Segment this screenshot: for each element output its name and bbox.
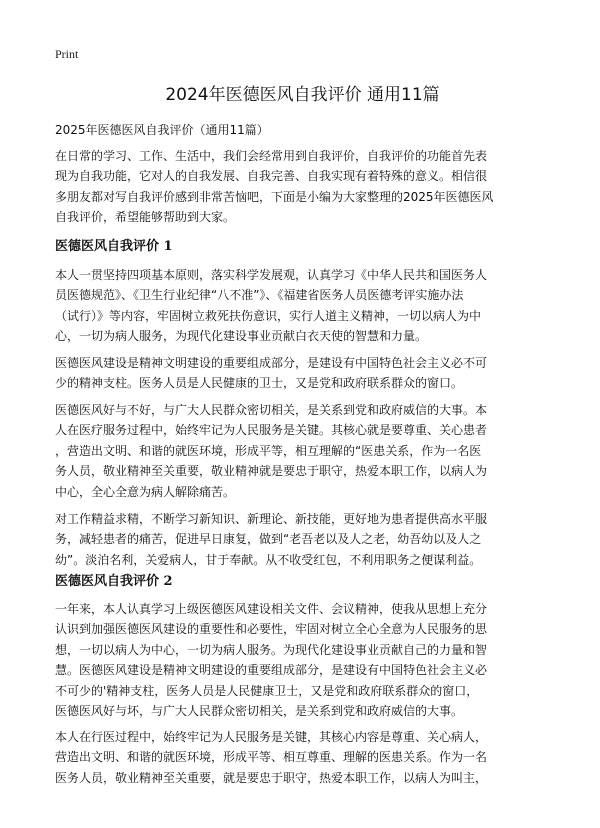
- section2-paragraph-1: [55, 599, 550, 721]
- text-line: 医德医风好与不好，与广大人民群众密切相关，是关系到党和政府威信的大事。本: [55, 403, 488, 417]
- section1-paragraph-1: [55, 265, 550, 347]
- text-line: 一年来，本人认真学习上级医德医风建设相关文件、会议精神，使我从思想上充分: [55, 602, 488, 616]
- text-line: 务人员，敬业精神至关重要，敬业精神就是要忠于职守，热爱本职工作，以病人为: [55, 464, 488, 479]
- text-line: 务，减轻患者的痛苦，促进早日康复，做到“老吾老以及人之老，幼吾幼以及人之: [55, 532, 482, 547]
- text-line: 心，一切为病人服务，为现代化建设事业贡献白衣天使的智慧和力量。: [55, 329, 428, 344]
- text-line: 员医德规范》、《卫生行业纪律“八不准”》、《福建省医务人员医德考评实施办法: [55, 288, 464, 303]
- text-line: 现为自我功能，它对人的自我发展、自我完善、自我实现有着特殊的意义。相信很: [55, 169, 488, 184]
- section1-paragraph-4: [55, 509, 550, 570]
- text-line: ，营造出文明、和谐的就医环境，形成平等，相互理解的“医患关系，作为一名医: [55, 443, 482, 458]
- text-line: 慧。医德医风建设是精神文明建设的重要组成部分，是建设有中国特色社会主义必: [55, 663, 488, 678]
- text-line: 自我评价，希望能够帮助到大家。: [55, 210, 236, 225]
- text-line: 多朋友都对写自我评价感到非常苦恼吧，下面是小编为大家整理的2025年医德医风: [55, 189, 494, 204]
- text-line: 本人在行医过程中，始终牢记为人民服务是关键，其核心内容是尊重、关心病人，: [55, 730, 488, 744]
- text-line: 认识到加强医德医风建设的重要性和必要性，牢固对树立全心全意为人民服务的思: [55, 622, 488, 637]
- section1-paragraph-3: [55, 400, 550, 502]
- text-line: 人在医疗服务过程中，始终牢记为人民服务是关键。其核心就是要尊重、关心患者: [55, 423, 488, 438]
- intro-paragraph: [55, 146, 550, 228]
- section1-paragraph-2: [55, 353, 550, 394]
- text-line: 对工作精益求精，不断学习新知识、新理论、新技能，更好地为患者提供高水平服: [55, 512, 488, 526]
- page-title: 2024年医德医风自我评价 通用11篇: [165, 85, 440, 105]
- text-line: 在日常的学习、工作、生活中，我们会经常用到自我评价，自我评价的功能首先表: [55, 149, 488, 163]
- text-line: 本人一贯坚持四项基本原则，落实科学发展观，认真学习《中华人民共和国医务人: [55, 268, 488, 282]
- text-line: （试行）》等内容，牢固树立救死扶伤意识，实行人道主义精神，一切以病人为中: [55, 308, 482, 323]
- text-line: 医德医风好与坏，与广大人民群众密切相关，是关系到党和政府威信的大事。: [55, 704, 464, 719]
- text-line: 中心，全心全意为病人解除痛苦。: [55, 484, 236, 499]
- text-line: 不可少的'精神支柱，医务人员是人民健康卫士，又是党和政府联系群众的窗口，: [55, 683, 479, 698]
- section-heading: 医德医风自我评价 1: [55, 239, 173, 254]
- text-line: 医务人员，敬业精神至关重要，就是要忠于职守，热爱本职工作，以病人为叫主，: [55, 770, 488, 785]
- text-line: 少的精神支柱。医务人员是人民健康的卫士，又是党和政府联系群众的窗口。: [55, 376, 464, 391]
- section2-paragraph-2: [55, 727, 550, 788]
- page-subtitle: 2025年医德医风自我评价（通用11篇）: [55, 123, 269, 137]
- section-heading: 医德医风自我评价 2: [55, 574, 173, 589]
- text-line: 幼”。淡泊名利，关爱病人，甘于奉献。从不收受红包，不利用职务之便谋利益。: [55, 552, 482, 567]
- text-line: 医德医风建设是精神文明建设的重要组成部分，是建设有中国特色社会主义必不可: [55, 356, 488, 370]
- text-line: 营造出文明、和谐的就医环境，形成平等、相互尊重、理解的医患关系。作为一名: [55, 750, 488, 765]
- print-link[interactable]: Print: [55, 47, 79, 61]
- text-line: 想，一切以病人为中心，一切为病人服务。为现代化建设事业贡献自己的力量和智: [55, 642, 488, 657]
